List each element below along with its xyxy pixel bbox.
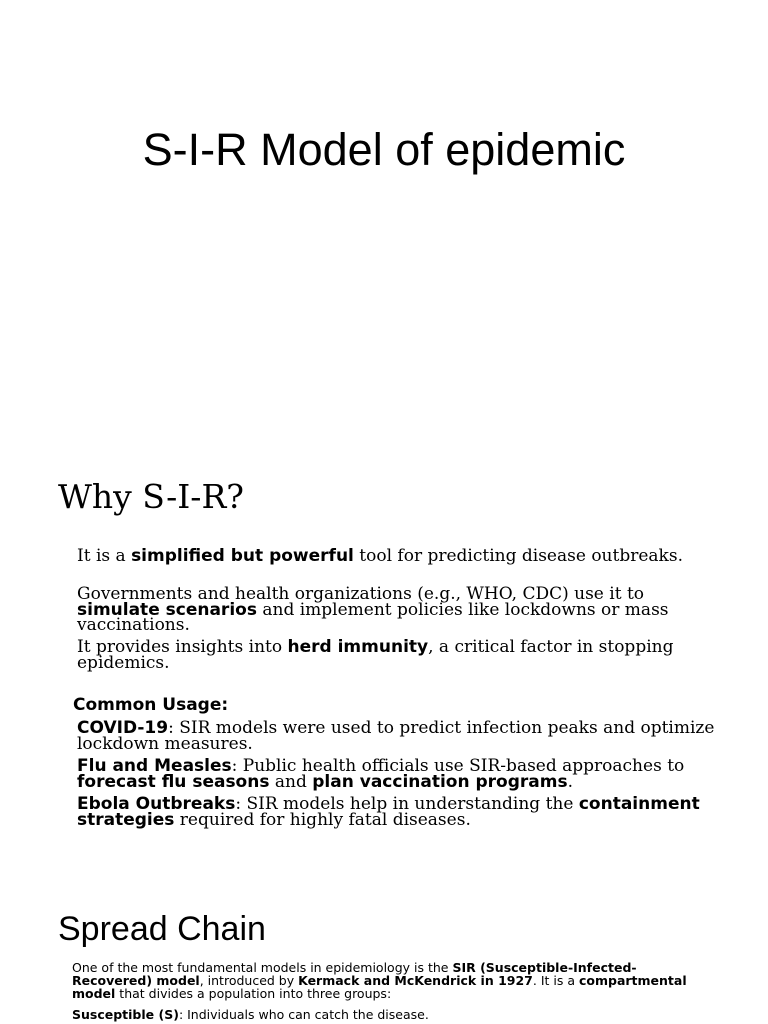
bold-run: forecast flu seasons [77,771,270,792]
text-run: . It is a [532,973,579,988]
bold-run: Kermack and McKendrick in 1927 [298,973,533,988]
bold-run: Susceptible (S) [72,1007,179,1022]
text-run: Governments and health organizations (e.g., WHO, CDC) use it to [77,584,645,604]
text-run: and [269,771,313,792]
text-run: : Public health officials use SIR-based approaches to [231,756,685,776]
bold-run: simplified but powerful [131,546,354,566]
text-run: : Individuals who can catch the disease. [178,1007,429,1022]
bold-run: plan vaccination programs [312,771,568,792]
usage-item-flu-measles [77,756,717,792]
text-run: : SIR models were used to predict infection peaks and optimize lockdown measures. [77,718,715,754]
text-run: . [567,771,573,792]
bold-run: herd immunity [287,637,429,657]
bold-run: Flu and Measles [77,756,232,776]
text-run: One of the most fundamental models in epidemiology is the [72,960,453,975]
text-run: , a critical factor in stopping epidemics. [77,637,674,673]
text-run: and implement policies like lockdowns or mass vaccinations. [77,599,669,635]
paragraph-sir-intro [72,961,712,1000]
text-run: : SIR models help in understanding the [235,794,579,814]
section-heading-spread-chain: Spread Chain [58,910,266,948]
usage-item-covid [77,718,717,754]
text-run: It provides insights into [77,637,288,657]
text-run: tool for predicting disease outbreaks. [353,546,683,566]
paragraph-governments [77,584,717,635]
text-run: that divides a population into three groups: [115,986,392,1001]
paragraph-simplified [77,546,717,566]
section-heading-why-sir: Why S-I-R? [58,477,244,516]
text-run: required for highly fatal diseases. [174,809,471,830]
text-run: , introduced by [199,973,299,988]
bold-run: compartmental model [72,973,687,1001]
text-run: It is a [77,546,132,566]
paragraph-herd-immunity [77,637,717,673]
page-title: S-I-R Model of epidemic [142,124,626,175]
bold-run: SIR (Susceptible-Infected-Recovered) model [72,960,637,988]
common-usage-heading: Common Usage: [73,695,229,715]
bold-run: simulate scenarios [77,599,257,620]
bold-run: containment strategies [77,794,700,830]
bold-run: COVID-19 [77,718,169,738]
usage-item-ebola [77,794,717,830]
bold-run: Ebola Outbreaks [77,794,236,814]
paragraph-susceptible [72,1008,712,1021]
